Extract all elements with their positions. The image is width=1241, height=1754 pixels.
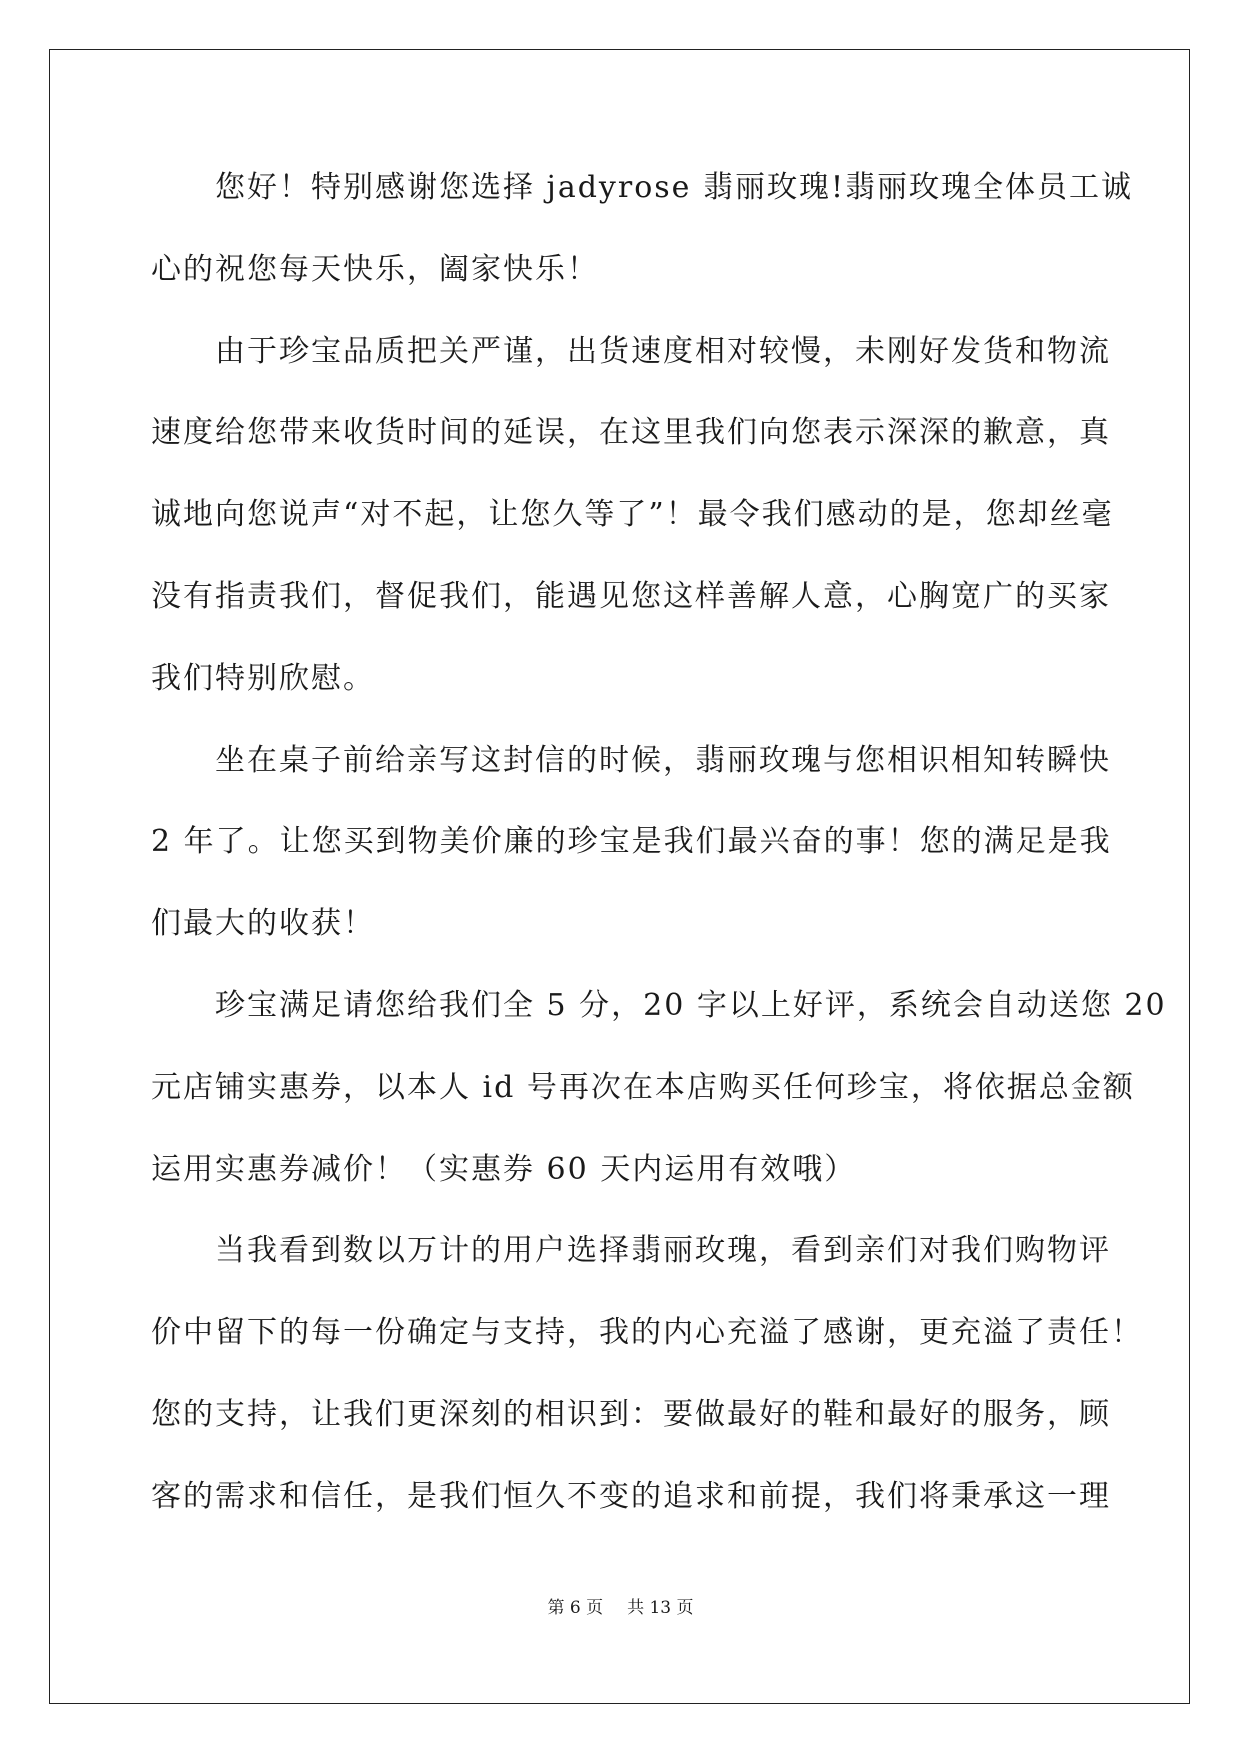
text-line: 诚地向您说声“对不起，让您久等了”！最令我们感动的是，您却丝毫	[151, 497, 1114, 533]
text-line: 运用实惠券减价！（实惠券 60 天内运用有效哦）	[151, 1151, 857, 1187]
text-line: 我们特别欣慰。	[151, 660, 375, 696]
text-line: 客的需求和信任，是我们恒久不变的追求和前提，我们将秉承这一理	[151, 1478, 1111, 1514]
text-line: 由于珍宝品质把关严谨，出货速度相对较慢，未刚好发货和物流	[151, 333, 1111, 369]
text-line: 速度给您带来收货时间的延误，在这里我们向您表示深深的歉意，真	[151, 415, 1111, 451]
text-line: 价中留下的每一份确定与支持，我的内心充溢了感谢，更充溢了责任！	[151, 1315, 1143, 1351]
page-total: 共 13 页	[627, 1598, 694, 1618]
page-footer	[0, 1596, 1241, 1620]
text-line: 您好！特别感谢您选择 jadyrose 翡丽玫瑰!翡丽玫瑰全体员工诚	[151, 170, 1134, 205]
letter-body	[151, 161, 1167, 1552]
text-line: 元店铺实惠券，以本人 id 号再次在本店购买任何珍宝，将依据总金额	[151, 1069, 1135, 1105]
text-line: 当我看到数以万计的用户选择翡丽玫瑰，看到亲们对我们购物评	[151, 1233, 1111, 1269]
text-line: 珍宝满足请您给我们全 5 分，20 字以上好评，系统会自动送您 20	[151, 987, 1167, 1023]
text-line: 坐在桌子前给亲写这封信的时候，翡丽玫瑰与您相识相知转瞬快	[151, 742, 1111, 778]
text-line: 您的支持，让我们更深刻的相识到：要做最好的鞋和最好的服务，顾	[151, 1396, 1111, 1432]
text-line: 2 年了。让您买到物美价廉的珍宝是我们最兴奋的事！您的满足是我	[151, 824, 1112, 860]
text-line: 心的祝您每天快乐，阖家快乐！	[151, 251, 599, 287]
page-number: 第 6 页	[547, 1598, 604, 1618]
text-line: 没有指责我们，督促我们，能遇见您这样善解人意，心胸宽广的买家	[151, 578, 1111, 614]
text-line: 们最大的收获！	[151, 906, 375, 942]
